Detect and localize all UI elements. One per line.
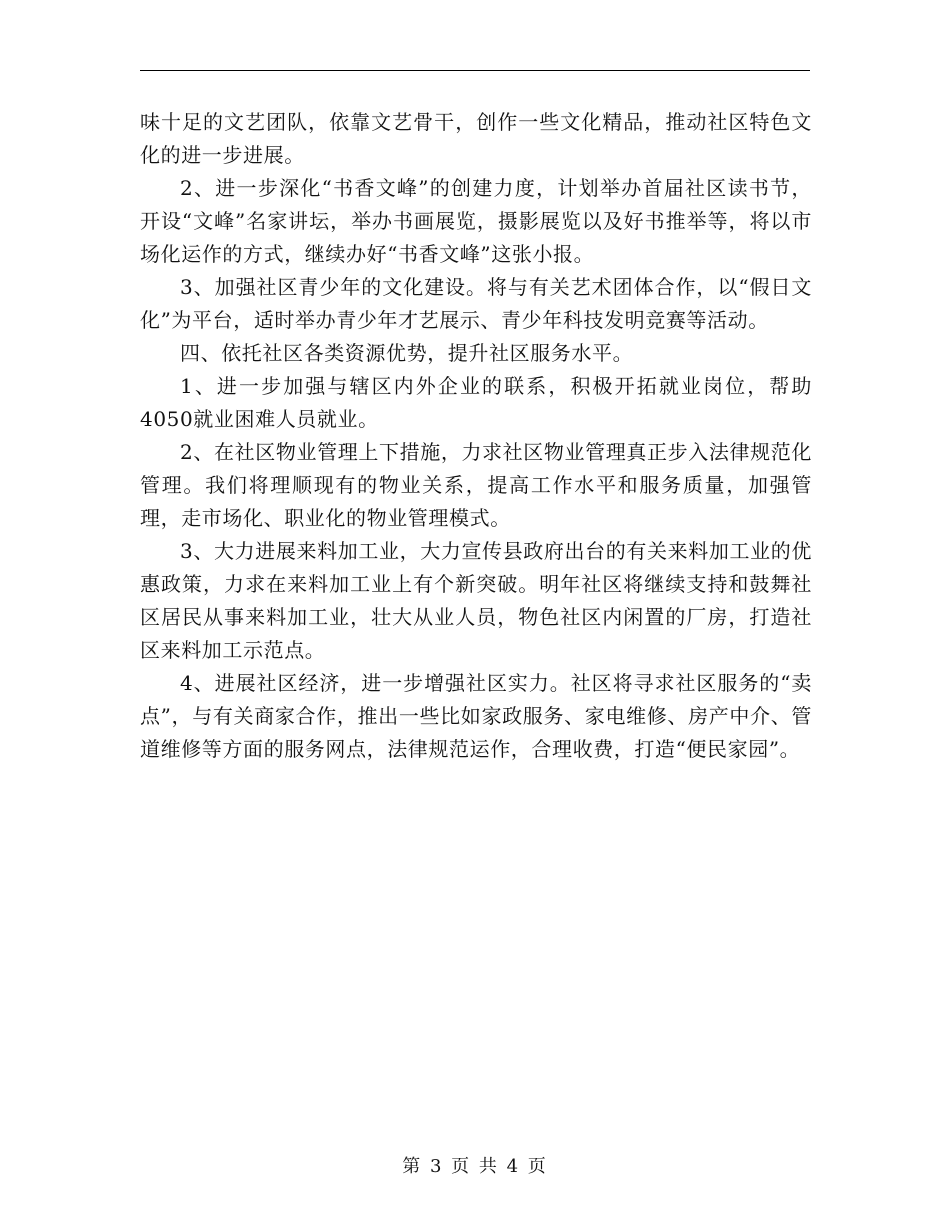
paragraph-item-3-youth: 3、加强社区青少年的文化建设。将与有关艺术团体合作，以“假日文化”为平台，适时举办青少年才艺展示、青少年科技发明竞赛等活动。 bbox=[140, 275, 812, 332]
header-rule bbox=[140, 70, 810, 71]
paragraph-item-1-employment: 1、进一步加强与辖区内外企业的联系，积极开拓就业岗位，帮助4050就业困难人员就业。 bbox=[140, 374, 812, 431]
paragraph-continuation: 味十足的文艺团队，依靠文艺骨干，创作一些文化精品，推动社区特色文化的进一步进展。 bbox=[140, 110, 812, 167]
paragraph-item-2-reading: 2、进一步深化“书香文峰”的创建力度，计划举办首届社区读书节，开设“文峰”名家讲坛，举办书画展览，摄影展览以及好书推举等，将以市场化运作的方式，继续办好“书香文峰”这张小报。 bbox=[140, 176, 812, 266]
paragraph-item-2-property: 2、在社区物业管理上下措施，力求社区物业管理真正步入法律规范化管理。我们将理顺现有的物业关系，提高工作水平和服务质量，加强管理，走市场化、职业化的物业管理模式。 bbox=[140, 440, 812, 530]
paragraph-item-3-processing: 3、大力进展来料加工业，大力宣传县政府出台的有关来料加工业的优惠政策，力求在来料加工业上有个新突破。明年社区将继续支持和鼓舞社区居民从事来料加工业，壮大从业人员，物色社区内闲置的厂房，打造社区来料加工示范点。 bbox=[140, 539, 812, 662]
section-heading-four: 四、依托社区各类资源优势，提升社区服务水平。 bbox=[180, 341, 634, 365]
paragraph-item-4-economy: 4、进展社区经济，进一步增强社区实力。社区将寻求社区服务的“卖点”，与有关商家合作，推出一些比如家政服务、家电维修、房产中介、管道维修等方面的服务网点，法律规范运作，合理收费，打造“便民家园”。 bbox=[140, 671, 812, 761]
document-body bbox=[140, 106, 812, 766]
page-number-footer: 第 3 页 共 4 页 bbox=[402, 1156, 548, 1177]
